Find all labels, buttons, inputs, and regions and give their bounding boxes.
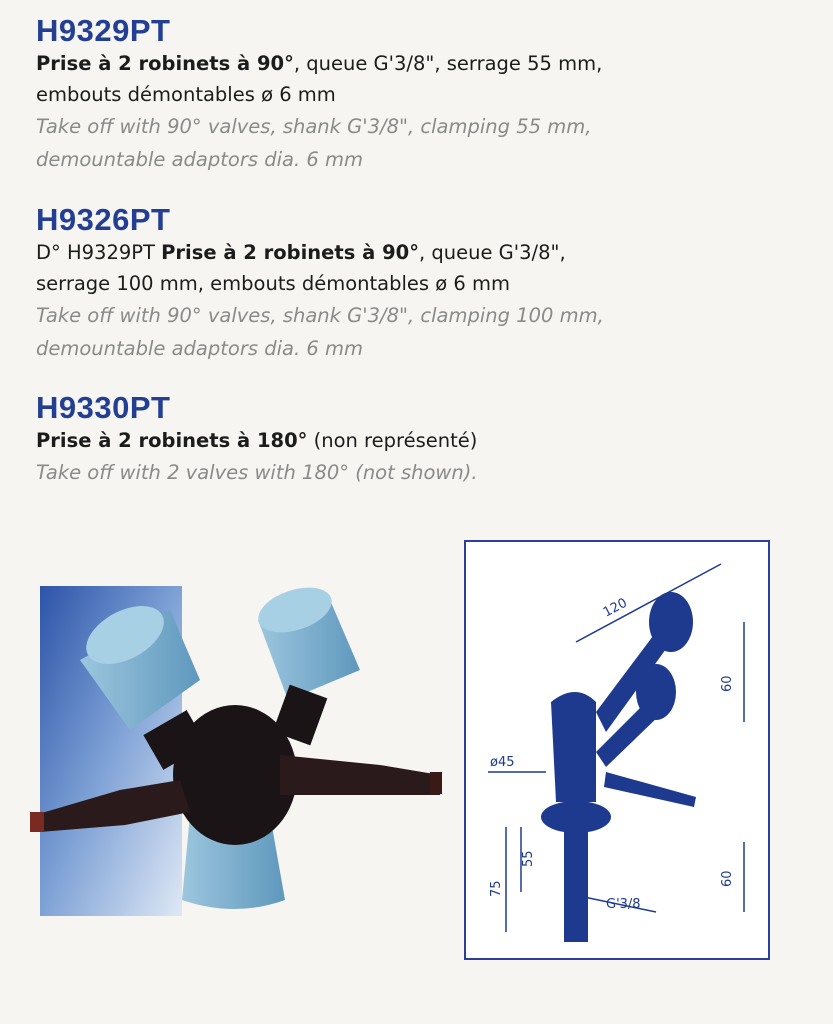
description-line2: serrage 100 mm, embouts démontables ø 6 mm	[36, 272, 510, 295]
dim-label-diameter: ø45	[490, 755, 515, 770]
product-h9329pt	[36, 14, 816, 176]
product-description-fr	[36, 48, 816, 110]
dimension-line-width	[576, 564, 721, 642]
description-prefix: D° H9329PT	[36, 241, 162, 264]
product-h9330pt	[36, 391, 816, 489]
product-description-fr	[36, 237, 816, 299]
technical-diagram	[464, 540, 770, 960]
dim-label-width: 120	[600, 595, 630, 621]
diagram-collar	[541, 801, 611, 833]
diagram-thread	[564, 832, 588, 942]
left-nozzle-tip	[30, 812, 44, 832]
dim-label-total: 75	[489, 880, 504, 897]
dim-label-upper: 60	[720, 675, 735, 692]
product-code: H9330PT	[36, 390, 171, 425]
description-rest: , queue G'3/8", serrage 55 mm,	[293, 52, 603, 75]
diagram-upper-valve	[649, 592, 693, 652]
product-description-en	[36, 299, 816, 365]
diagram-lower-valve	[636, 664, 676, 720]
description-rest: (non représenté)	[307, 429, 478, 452]
diagram-nozzle	[604, 772, 696, 807]
description-rest: , queue G'3/8",	[418, 241, 566, 264]
description-en-line1: Take off with 90° valves, shank G'3/8", clamping 100 mm,	[36, 304, 604, 327]
description-line2: embouts démontables ø 6 mm	[36, 83, 336, 106]
description-bold: Prise à 2 robinets à 90°	[36, 52, 294, 75]
description-bold: Prise à 2 robinets à 90°	[161, 241, 419, 264]
product-h9326pt	[36, 203, 816, 365]
right-nozzle	[280, 755, 440, 795]
description-en-line1: Take off with 90° valves, shank G'3/8", clamping 55 mm,	[36, 115, 592, 138]
right-nozzle-tip	[430, 772, 442, 794]
description-en-line2: demountable adaptors dia. 6 mm	[36, 148, 363, 171]
dim-label-thread: G'3/8	[606, 897, 641, 912]
product-description-fr	[36, 425, 816, 456]
product-photo	[30, 580, 450, 930]
description-en-line2: demountable adaptors dia. 6 mm	[36, 337, 363, 360]
diagram-body	[551, 692, 596, 802]
product-description-en	[36, 110, 816, 176]
dim-label-clamp: 55	[521, 850, 536, 867]
product-code: H9326PT	[36, 202, 171, 237]
description-en-line1: Take off with 2 valves with 180° (not shown).	[36, 461, 478, 484]
dim-label-lower: 60	[720, 870, 735, 887]
description-bold: Prise à 2 robinets à 180°	[36, 429, 308, 452]
diagram-drawing	[466, 542, 768, 958]
product-code: H9329PT	[36, 13, 171, 48]
product-description-en	[36, 456, 816, 489]
